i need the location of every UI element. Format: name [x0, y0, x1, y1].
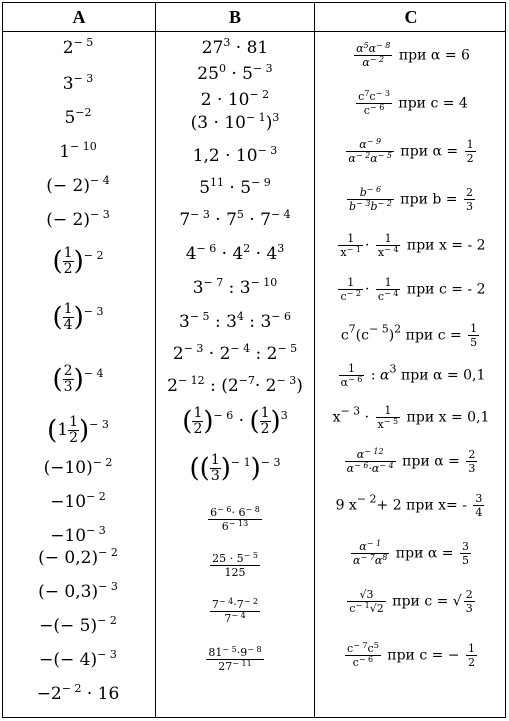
expr-a-3: $5^{-2}$	[64, 106, 92, 128]
expr-a-13: $-10^{- 3}$	[50, 524, 106, 546]
expr-c-3: $\frac{\alpha^{- 9}}{\alpha^{- 2}\alpha^{- 5}}$ при α = $\frac{1}{2}$	[348, 137, 474, 165]
expr-b-2: $25^0 \cdot 5^{- 3}$	[197, 62, 273, 84]
expr-a-2: $3^{- 3}$	[62, 72, 94, 94]
column-divider-ab	[155, 2, 156, 718]
expr-b-18: $\frac{81^{- 5}\cdot 9^{- 8}}{27^{- 11}}$	[208, 645, 262, 673]
expr-b-15: $\frac{6^{- 6}\cdot 6^{- 8}}{6^{- 13}}$	[210, 505, 260, 533]
expr-c-7: $c^7(c^{- 5})^2$ при c = $\frac{1}{5}$	[340, 322, 478, 349]
column-divider-bc	[314, 2, 315, 718]
expr-c-2: $\frac{c^7c^{- 3}}{c^{- 6}}$ при c = 4	[358, 89, 468, 117]
header-divider	[2, 31, 506, 32]
expr-a-1: $2^{- 5}$	[62, 36, 94, 58]
expr-c-6: $\frac{1}{c^{- 2}}$ · $\frac{1}{c^{- 4}}$ при c = - 2	[340, 276, 486, 303]
expr-c-14: $\frac{c^{- 7}c^5}{c^{- 6}}$ при c = − $\frac{1}{2}$	[347, 641, 475, 669]
expr-b-4: $(3 \cdot 10^{- 1})^3$	[190, 111, 280, 133]
header-b: B	[228, 7, 241, 27]
expr-a-5: (− 2)$^{- 4}$	[46, 174, 110, 196]
expr-a-14: (− 0,2)$^{- 2}$	[38, 546, 118, 568]
expr-a-6: (− 2)$^{- 3}$	[46, 208, 110, 230]
expr-b-11: $2^{- 3} \cdot 2^{- 4}$ : $2^{- 5}$	[172, 342, 298, 364]
expr-b-13: ( $\frac{1}{2}$ )$^{- 6}$ · ( $\frac{1}{2}$ )$^3$	[182, 405, 288, 437]
expr-b-10: $3^{- 5}$ : $3^4$ : $3^{- 6}$	[179, 310, 291, 332]
expr-b-14: (( $\frac{1}{3}$ )$^{- 1}$)$^{- 3}$	[189, 452, 281, 484]
expr-c-13: $\frac{√3}{c^{- 1}√2}$ при c = √ $\frac{2}{3}$	[349, 588, 473, 615]
expr-a-15: (− 0,3)$^{- 3}$	[38, 580, 118, 602]
expr-c-10: $\frac{\alpha^{- 12}}{\alpha^{- 6}\cdot\alpha^{- 4}}$ при α = $\frac{2}{3}$	[346, 447, 476, 475]
expr-a-11: $(-10)^{- 2}$	[43, 456, 113, 478]
expr-a-17: −(− 4)$^{- 3}$	[39, 648, 117, 670]
expr-c-1: $\frac{\alpha^5\alpha^{- 8}}{\alpha^{- 2}}$ при α = 6	[356, 41, 470, 69]
expr-a-18: $-2^{- 2} \cdot 16$	[36, 682, 120, 704]
expr-a-9: ( $\frac{2}{3}$ )$^{- 4}$	[52, 363, 104, 395]
expr-b-12: $2^{- 12}$ : $(2^{-7}\cdot 2^{- 3})$	[167, 374, 303, 396]
expr-b-9: $3^{- 7}$ : $3^{- 10}$	[192, 276, 278, 298]
expr-a-12: $-10^{- 2}$	[50, 490, 106, 512]
expr-c-5: $\frac{1}{x^{- 1}}$ · $\frac{1}{x^{- 4}}$ при x = - 2	[340, 232, 486, 259]
expr-a-10: (1 $\frac{1}{2}$ )$^{- 3}$	[47, 414, 109, 446]
expr-b-17: $\frac{7^{- 4}\cdot 7^{- 2}}{7^{- 4}}$	[211, 597, 259, 625]
expr-b-6: $5^{11} \cdot 5^{- 9}$	[199, 176, 271, 198]
expr-b-8: $4^{- 6} \cdot 4^2 \cdot 4^3$	[185, 242, 285, 264]
expr-b-1: $27^3 \cdot 81$	[201, 36, 269, 58]
expr-b-16: $\frac{25 \cdot 5^{- 5}}{125}$	[212, 551, 258, 579]
expr-a-8: ( $\frac{1}{4}$ )$^{- 3}$	[52, 301, 104, 333]
expr-a-4: $1^{- 10}$	[59, 140, 97, 162]
header-c: C	[404, 7, 418, 27]
expr-c-9: $x^{- 3}$ · $\frac{1}{x^{- 5}}$ при x = 0,1	[332, 404, 490, 431]
header-a: A	[72, 7, 86, 27]
expr-b-7: $7^{- 3} \cdot 7^5 \cdot 7^{- 4}$	[179, 208, 291, 230]
expr-c-11: 9 $x^{- 2}+ 2$ при x= - $\frac{3}{4}$	[335, 492, 483, 519]
expr-a-16: −(− 5)$^{- 2}$	[39, 614, 117, 636]
expr-c-12: $\frac{\alpha^{- 1}}{\alpha^{- 7}\alpha^8}$ при α = $\frac{3}{5}$	[353, 539, 469, 567]
expr-b-5: $1,2 \cdot 10^{- 3}$	[192, 144, 278, 166]
expr-b-3: $2 \cdot 10^{- 2}$	[200, 88, 270, 110]
expr-c-8: $\frac{1}{\alpha^{- 6}}$ : $\alpha^3$ при α = 0,1	[340, 362, 486, 389]
expr-c-4: $\frac{b^{- 6}}{b^{- 3}b^{- 2}}$ при b = $\frac{2}{3}$	[349, 185, 473, 213]
expr-a-7: ( $\frac{1}{2}$ )$^{- 2}$	[52, 245, 104, 277]
